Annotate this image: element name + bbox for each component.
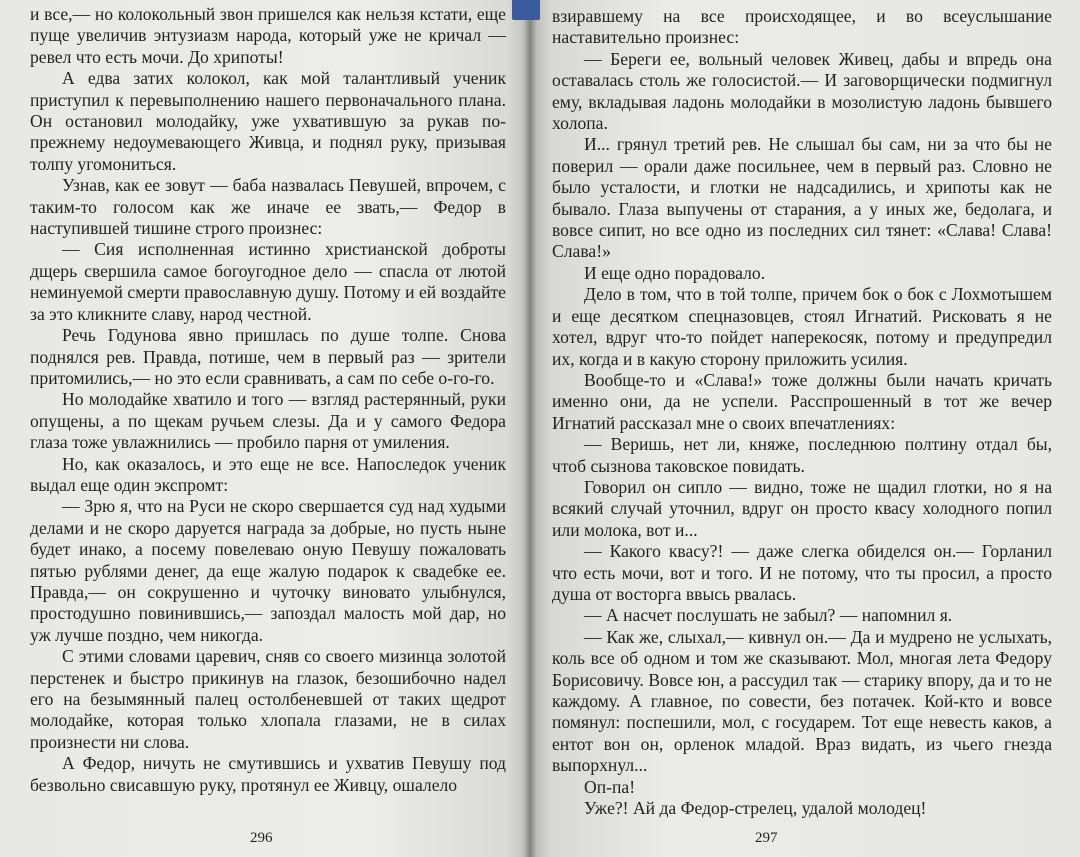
left-page-text [30, 4, 506, 796]
paragraph: Узнав, как ее зовут — баба назвалась Певушей, впрочем, с таким-то голосом как же иначе ее звать,— Федор в наступившей тишине строго произнес: [30, 175, 506, 239]
paragraph: — А насчет послушать не забыл? — напомнил я. [584, 605, 953, 626]
paragraph: А Федор, ничуть не смутившись и ухватив Певушу под безвольно свисавшую руку, протянул ее Живцу, ошалело [30, 753, 506, 795]
right-page-text [552, 6, 1052, 819]
paragraph: — Как же, слыхал,— кивнул он.— Да и мудрено не услыхать, коль все об одном и том же сказывают. Мол, многая лета Федору Борисовичу. Вовсе юн, а рассудил так — старику впору, да и то не каждому. А главное, по совести, без потачек. Кой-кто и вовсе помянул: поспешили, мол, с государем. Тот еще невесть каков, а ентот вон он, орленок младой. Враз видать, из чьего гнезда выпорхнул... [552, 626, 1052, 776]
paragraph: И еще одно порадовало. [584, 262, 766, 283]
paragraph: — Зрю я, что на Руси не скоро свершается суд над худыми делами и не скоро даруется награда за добрые, но пусть ныне будет инако, а посему повелеваю оную Певушу пожаловать пятью рублями денег, да еще жалую подарок к свадебке ее. Правда,— он сокрушенно и чуточку виновато улыбнулся, простодушно повинившись,— запоздал малость мой дар, но уж лучше поздно, чем никогда. [30, 496, 506, 645]
paragraph: взиравшему на все происходящее, и во всеуслышание наставительно произнес: [552, 6, 1052, 48]
paragraph: Ужe?! Ай да Федор-стрелец, удалой молодец! [584, 798, 927, 819]
paragraph: Речь Годунова явно пришлась по душе толпе. Снова поднялся рев. Правда, потише, чем в первый раз — зрители притомились,— но это если сравнивать, а сам по себе о-го-го. [30, 325, 506, 388]
paragraph: и все,— но колокольный звон пришелся как нельзя кстати, еще пуще увеличив энтузиазм народа, который уже не кричал — ревел что есть мочи. До хрипоты! [30, 4, 506, 67]
paragraph: Дело в том, что в той толпе, причем бок о бок с Лохмотышем и еще десятком спецназовцев, стоял Игнатий. Рисковать я не хотел, вдруг что-то пойдет наперекосяк, потому и предупредил их, когда и в какую сторону приложить усилия. [552, 284, 1052, 369]
paragraph: — Веришь, нет ли, княже, последнюю полтину отдал бы, чтоб сызнова таковское повидать. [552, 434, 1052, 476]
paragraph: Говорил он сипло — видно, тоже не щадил глотки, но я на всякий случай уточнил, вдруг он просто квасу холодного попил или молока, вот и... [552, 476, 1052, 540]
paragraph: С этими словами царевич, сняв со своего мизинца золотой перстенек и быстро прикинув на глазок, безошибочно надел его на безымянный палец остолбеневшей от таких щедрот молодайке, которая только хлопала глазами, не в силах произнести ни слова. [30, 646, 506, 752]
right-page [530, 0, 1080, 857]
paragraph: Вообще-то и «Слава!» тоже должны были начать кричать именно они, да не успели. Расспрошенный в тот же вечер Игнатий рассказал мне о своих впечатлениях: [552, 369, 1052, 433]
paragraph: Но молодайке хватило и того — взгляд растерянный, руки опущены, а по щекам ручьем слезы. Да и у самого Федора глаза тоже увлажнились — пробило парня от умиления. [30, 389, 506, 453]
book-gutter [523, 0, 537, 857]
paragraph: — Сия исполненная истинно христианской доброты дщерь свершила самое богоугодное дело — спасла от лютой неминуемой смерти православную душу. Потому и ей воздайте за это кликните славу, народ честной. [30, 239, 506, 324]
left-page [0, 0, 530, 857]
paragraph: — Береги ее, вольный человек Живец, дабы и впредь она оставалась столь же голосистой.— И заговорщически подмигнул ему, вкладывая ладонь молодайки в мозолистую ладонь бывшего холопа. [552, 48, 1052, 134]
page-number-right: 297 [755, 830, 778, 846]
paragraph: Оп-па! [584, 776, 636, 797]
paragraph: А едва затих колокол, как мой талантливый ученик приступил к перевыполнению нашего первоначального плана. Он остановил молодайку, уже ухватившую за рукав по-прежнему недоумевающего Живца, и поднял руку, призывая толпу угомониться. [30, 68, 506, 174]
paragraph: — Какого квасу?! — даже слегка обиделся он.— Горланил что есть мочи, вот и того. И не потому, что ты просил, а просто душа от восторга ввысь рвалась. [552, 541, 1052, 604]
bookmark-ribbon-icon [512, 0, 540, 20]
paragraph: И... грянул третий рев. Не слышал бы сам, ни за что бы не поверил — орали даже посильнее, чем в первый раз. Словно не было усталости, и глотки не надсадились, и хрипоты как не бывало. Глаза выпучены от старания, а у иных же, бедолага, и вовсе сипит, но все одно из последних сил тянет: «Слава! Слава! Слава!» [552, 134, 1052, 262]
paragraph: Но, как оказалось, и это еще не все. Напоследок ученик выдал еще один экспромт: [30, 453, 506, 495]
page-number-left: 296 [250, 830, 273, 846]
